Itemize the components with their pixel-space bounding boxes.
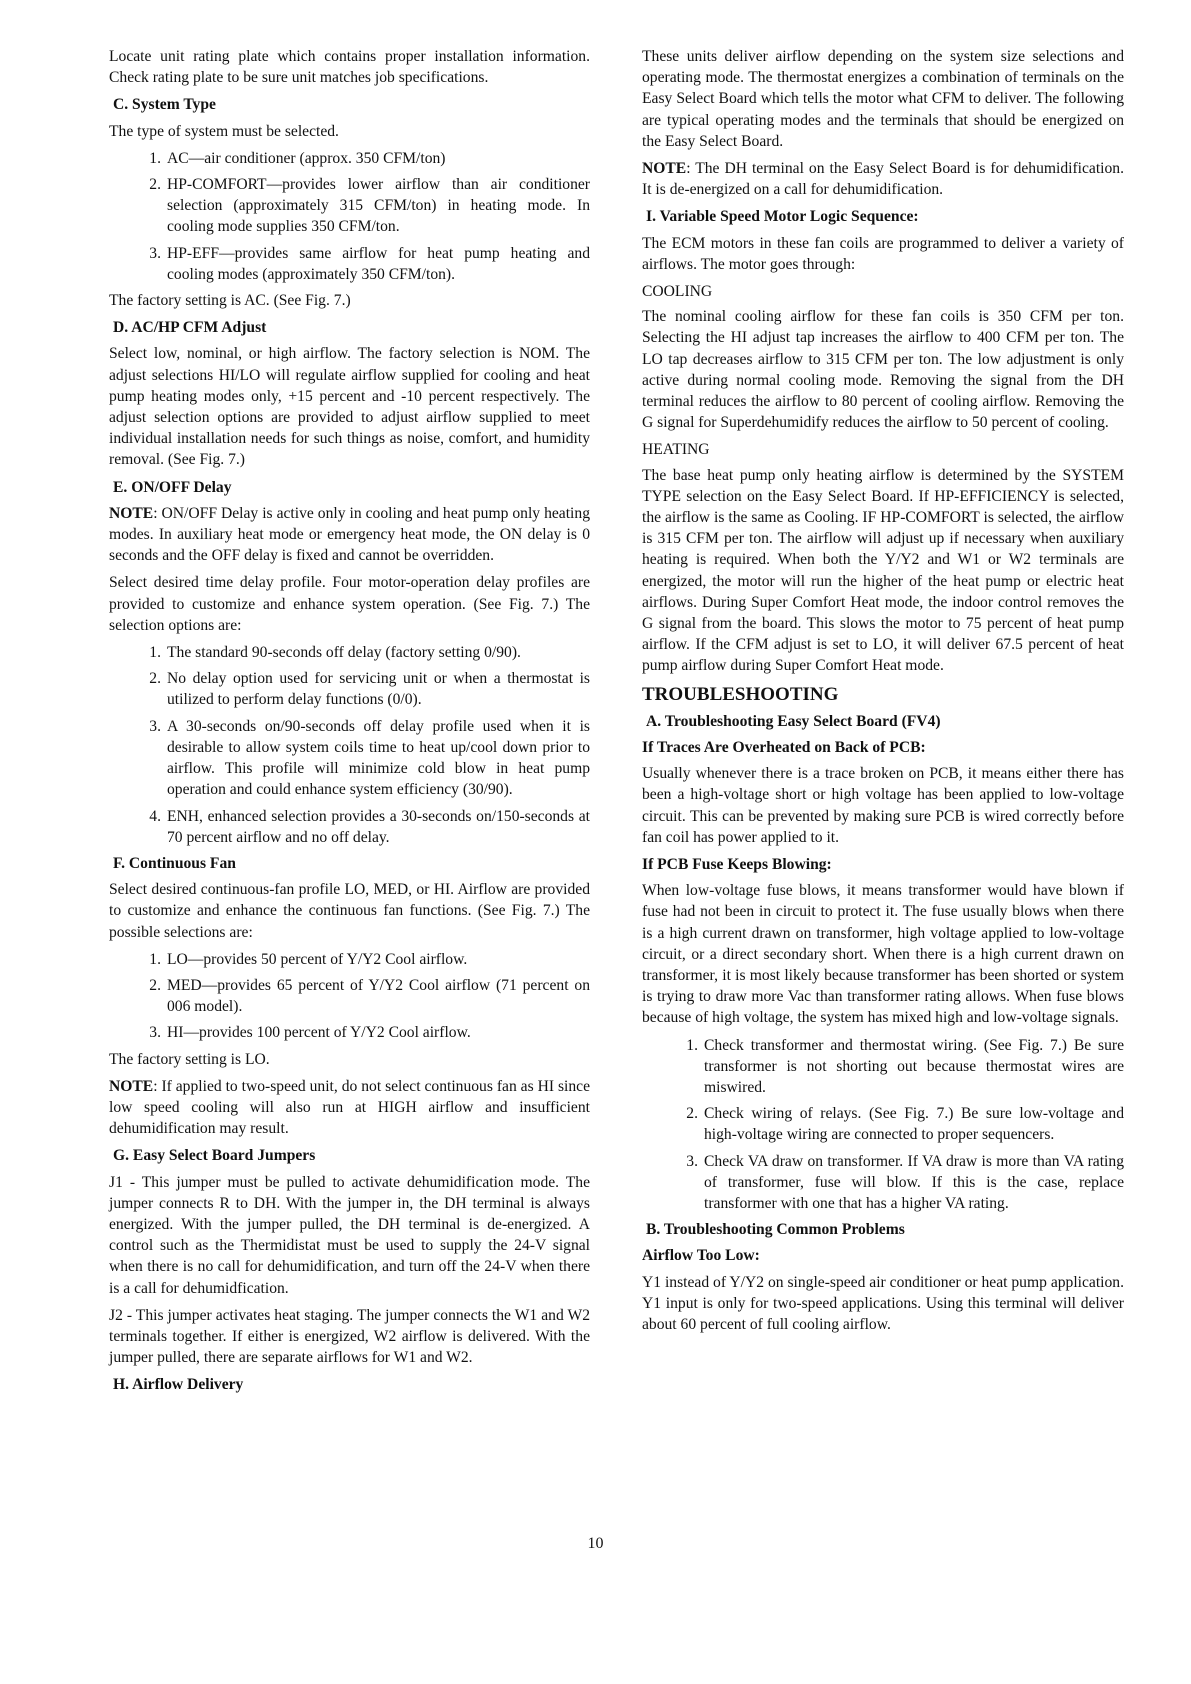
section-f-note: NOTE: If applied to two-speed unit, do not select continuous fan as HI since low speed cooling will also run at HIGH airflow and insufficient dehumidification may result. [109,1077,590,1138]
section-c-heading: C. System Type [113,96,216,114]
traces-overheated-subheading: If Traces Are Overheated on Back of PCB: [642,738,926,756]
list-item: 2. HP-COMFORT—provides lower airflow than air conditioner selection (approximately 315 CFM/ton) in heating mode. In cooling mode supplies 350 CFM/ton. [149,176,590,236]
list-item: 3. A 30-seconds on/90-seconds off delay profile used when it is desirable to allow system coils time to heat up/cool down prior to airflow. This profile will minimize cold blow in heat pump operation and could enhance system efficiency (30/90). [149,717,590,799]
list-item: 3. HI—provides 100 percent of Y/Y2 Cool airflow. [149,1024,471,1042]
section-e-heading: E. ON/OFF Delay [113,478,232,496]
list-item: 1. Check transformer and thermostat wiring. (See Fig. 7.) Be sure transformer is not shorting out because thermostat wires are miswired. [686,1036,1124,1096]
intro-paragraph: Locate unit rating plate which contains proper installation information. Check rating plate to be sure unit matches job specifications. [109,48,590,87]
left-column [109,46,590,1401]
section-f-heading: F. Continuous Fan [113,854,236,872]
section-a-heading: A. Troubleshooting Easy Select Board (FV4) [646,712,941,730]
list-item: 4. ENH, enhanced selection provides a 30-seconds on/150-seconds at 70 percent airflow and no off delay. [149,807,590,846]
section-i-text: The ECM motors in these fan coils are programmed to deliver a variety of airflows. The motor goes through: [642,234,1124,273]
section-h-text: These units deliver airflow depending on the system size selections and operating mode. The thermostat energizes a combination of terminals on the Easy Select Board which tells the motor what CFM to deliver. The following are typical operating modes and the terminals that should be energized on the Easy Select Board. [642,48,1124,150]
section-g-j2-text: J2 - This jumper activates heat staging. The jumper connects the W1 and W2 terminals together. If either is energized, W2 airflow is delivered. With the jumper pulled, there are separate airflows for W1 and W2. [109,1306,590,1367]
list-item: 1. The standard 90-seconds off delay (factory setting 0/90). [149,644,521,662]
airflow-too-low-text: Y1 instead of Y/Y2 on single-speed air conditioner or heat pump application. Y1 input is only for two-speed applications. Using this terminal will deliver about 60 percent of full cooling airflow. [642,1273,1124,1333]
section-h-note: NOTE: The DH terminal on the Easy Select Board is for dehumidification. It is de-energized on a call for dehumidification. [642,160,1124,199]
section-d-text: Select low, nominal, or high airflow. The factory selection is NOM. The adjust selections HI/LO will regulate airflow supplied for cooling and heat pump heating modes only, +15 percent and -10 percent respectively. The adjust selection options are provided to adjust airflow supplied to meet individual installation needs for such things as noise, comfort, and humidity removal. (See Fig. 7.) [109,345,590,469]
heating-caption: HEATING [642,441,710,459]
airflow-too-low-subheading: Airflow Too Low: [642,1247,760,1265]
fuse-blowing-subheading: If PCB Fuse Keeps Blowing: [642,855,832,873]
traces-overheated-text: Usually whenever there is a trace broken on PCB, it means either there has been a high-voltage short or high voltage has been applied to low-voltage circuit. This can be prevented by making sure PCB is wired correctly before fan coil has power applied to it. [642,765,1124,846]
page-number: 10 [587,1535,604,1552]
section-g-j1-text: J1 - This jumper must be pulled to activate dehumidification mode. The jumper connects R to DH. With the jumper in, the DH terminal is always energized. With the jumper pulled, the DH terminal is de-energized. A control such as the Thermidistat must be used to supply the 24-V signal when there is no call for dehumidification, and turn off the 24-V when there is a call for dehumidfication. [109,1173,590,1297]
list-item: 3. Check VA draw on transformer. If VA draw is more than VA rating of transformer, fuse will blow. If this is the case, replace transformer with one that has a higher VA rating. [686,1152,1124,1212]
list-item: 2. MED—provides 65 percent of Y/Y2 Cool airflow (71 percent on 006 model). [149,976,590,1016]
section-e-note: NOTE: ON/OFF Delay is active only in cooling and heat pump only heating modes. In auxiliary heat mode or emergency heat mode, the ON delay is 0 seconds and the OFF delay is fixed and cannot be overridden. [109,504,590,565]
troubleshooting-heading: TROUBLESHOOTING [642,683,839,705]
section-g-heading: G. Easy Select Board Jumpers [113,1147,316,1165]
heating-text: The base heat pump only heating airflow is determined by the SYSTEM TYPE selection on the Easy Select Board. If HP-EFFICIENCY is selected, the airflow is the same as Cooling. IF HP-COMFORT is selected, the airflow is 315 CFM per ton. The airflow will adjust up if necessary when auxiliary heating is required. When both the Y/Y2 and W1 or W2 terminals are energized, the motor will run the higher of the heat pump or electric heat airflows. During Super Comfort Heat mode, the indoor control removes the G signal from the board. This slows the motor to 75 percent of heat pump airflow. If the CFM adjust is set to LO, it will deliver 67.5 percent of heat pump airflow during Super Comfort Heat mode. [642,466,1124,675]
list-item: 2. No delay option used for servicing unit or when a thermostat is utilized to perform delay functions (0/0). [149,670,590,709]
fuse-blowing-text: When low-voltage fuse blows, it means transformer would have blown if fuse had not been in circuit to protect it. The fuse usually blows when there is a high current drawn on transformer, high voltage applied to low-voltage circuit, or a direct secondary short. When there is a high current drawn on transformer, it is most likely because transformer has been shorted or system is trying to draw more Vac than transformer rating allows. When fuse blows because of high voltage, the system has mixed high and low-voltage signals. [642,882,1124,1027]
section-f-factory-text: The factory setting is LO. [109,1050,270,1068]
list-item: 1. LO—provides 50 percent of Y/Y2 Cool airflow. [149,950,468,968]
right-column [642,46,1124,1341]
section-c-text: The type of system must be selected. [109,122,339,140]
section-e-text: Select desired time delay profile. Four motor-operation delay profiles are provided to customize and enhance system operation. (See Fig. 7.) The selection options are: [109,574,590,634]
section-d-heading: D. AC/HP CFM Adjust [113,319,267,337]
list-item: 3. HP-EFF—provides same airflow for heat pump heating and cooling modes (approximately 350 CFM/ton). [149,244,590,283]
list-item: 1. AC—air conditioner (approx. 350 CFM/ton) [149,149,446,167]
section-h-heading: H. Airflow Delivery [113,1376,244,1394]
cooling-text: The nominal cooling airflow for these fan coils is 350 CFM per ton. Selecting the HI adjust tap increases the airflow to 400 CFM per ton. The LO tap decreases airflow to 315 CFM per ton. The low adjustment is only active during normal cooling mode. Removing the signal from the DH terminal reduces the airflow to 80 percent of cooling airflow. Removing the G signal for Superdehumidify reduces the airflow to 50 percent of cooling. [642,308,1124,432]
section-b-heading: B. Troubleshooting Common Problems [646,1221,905,1239]
cooling-caption: COOLING [642,283,713,301]
section-c-factory-text: The factory setting is AC. (See Fig. 7.) [109,292,351,310]
section-f-text: Select desired continuous-fan profile LO, MED, or HI. Airflow are provided to customize and enhance the continuous fan functions. (See Fig. 7.) The possible selections are: [109,881,590,941]
list-item: 2. Check wiring of relays. (See Fig. 7.) Be sure low-voltage and high-voltage wiring are connected to proper sequencers. [686,1105,1124,1144]
section-i-heading: I. Variable Speed Motor Logic Sequence: [646,208,919,226]
